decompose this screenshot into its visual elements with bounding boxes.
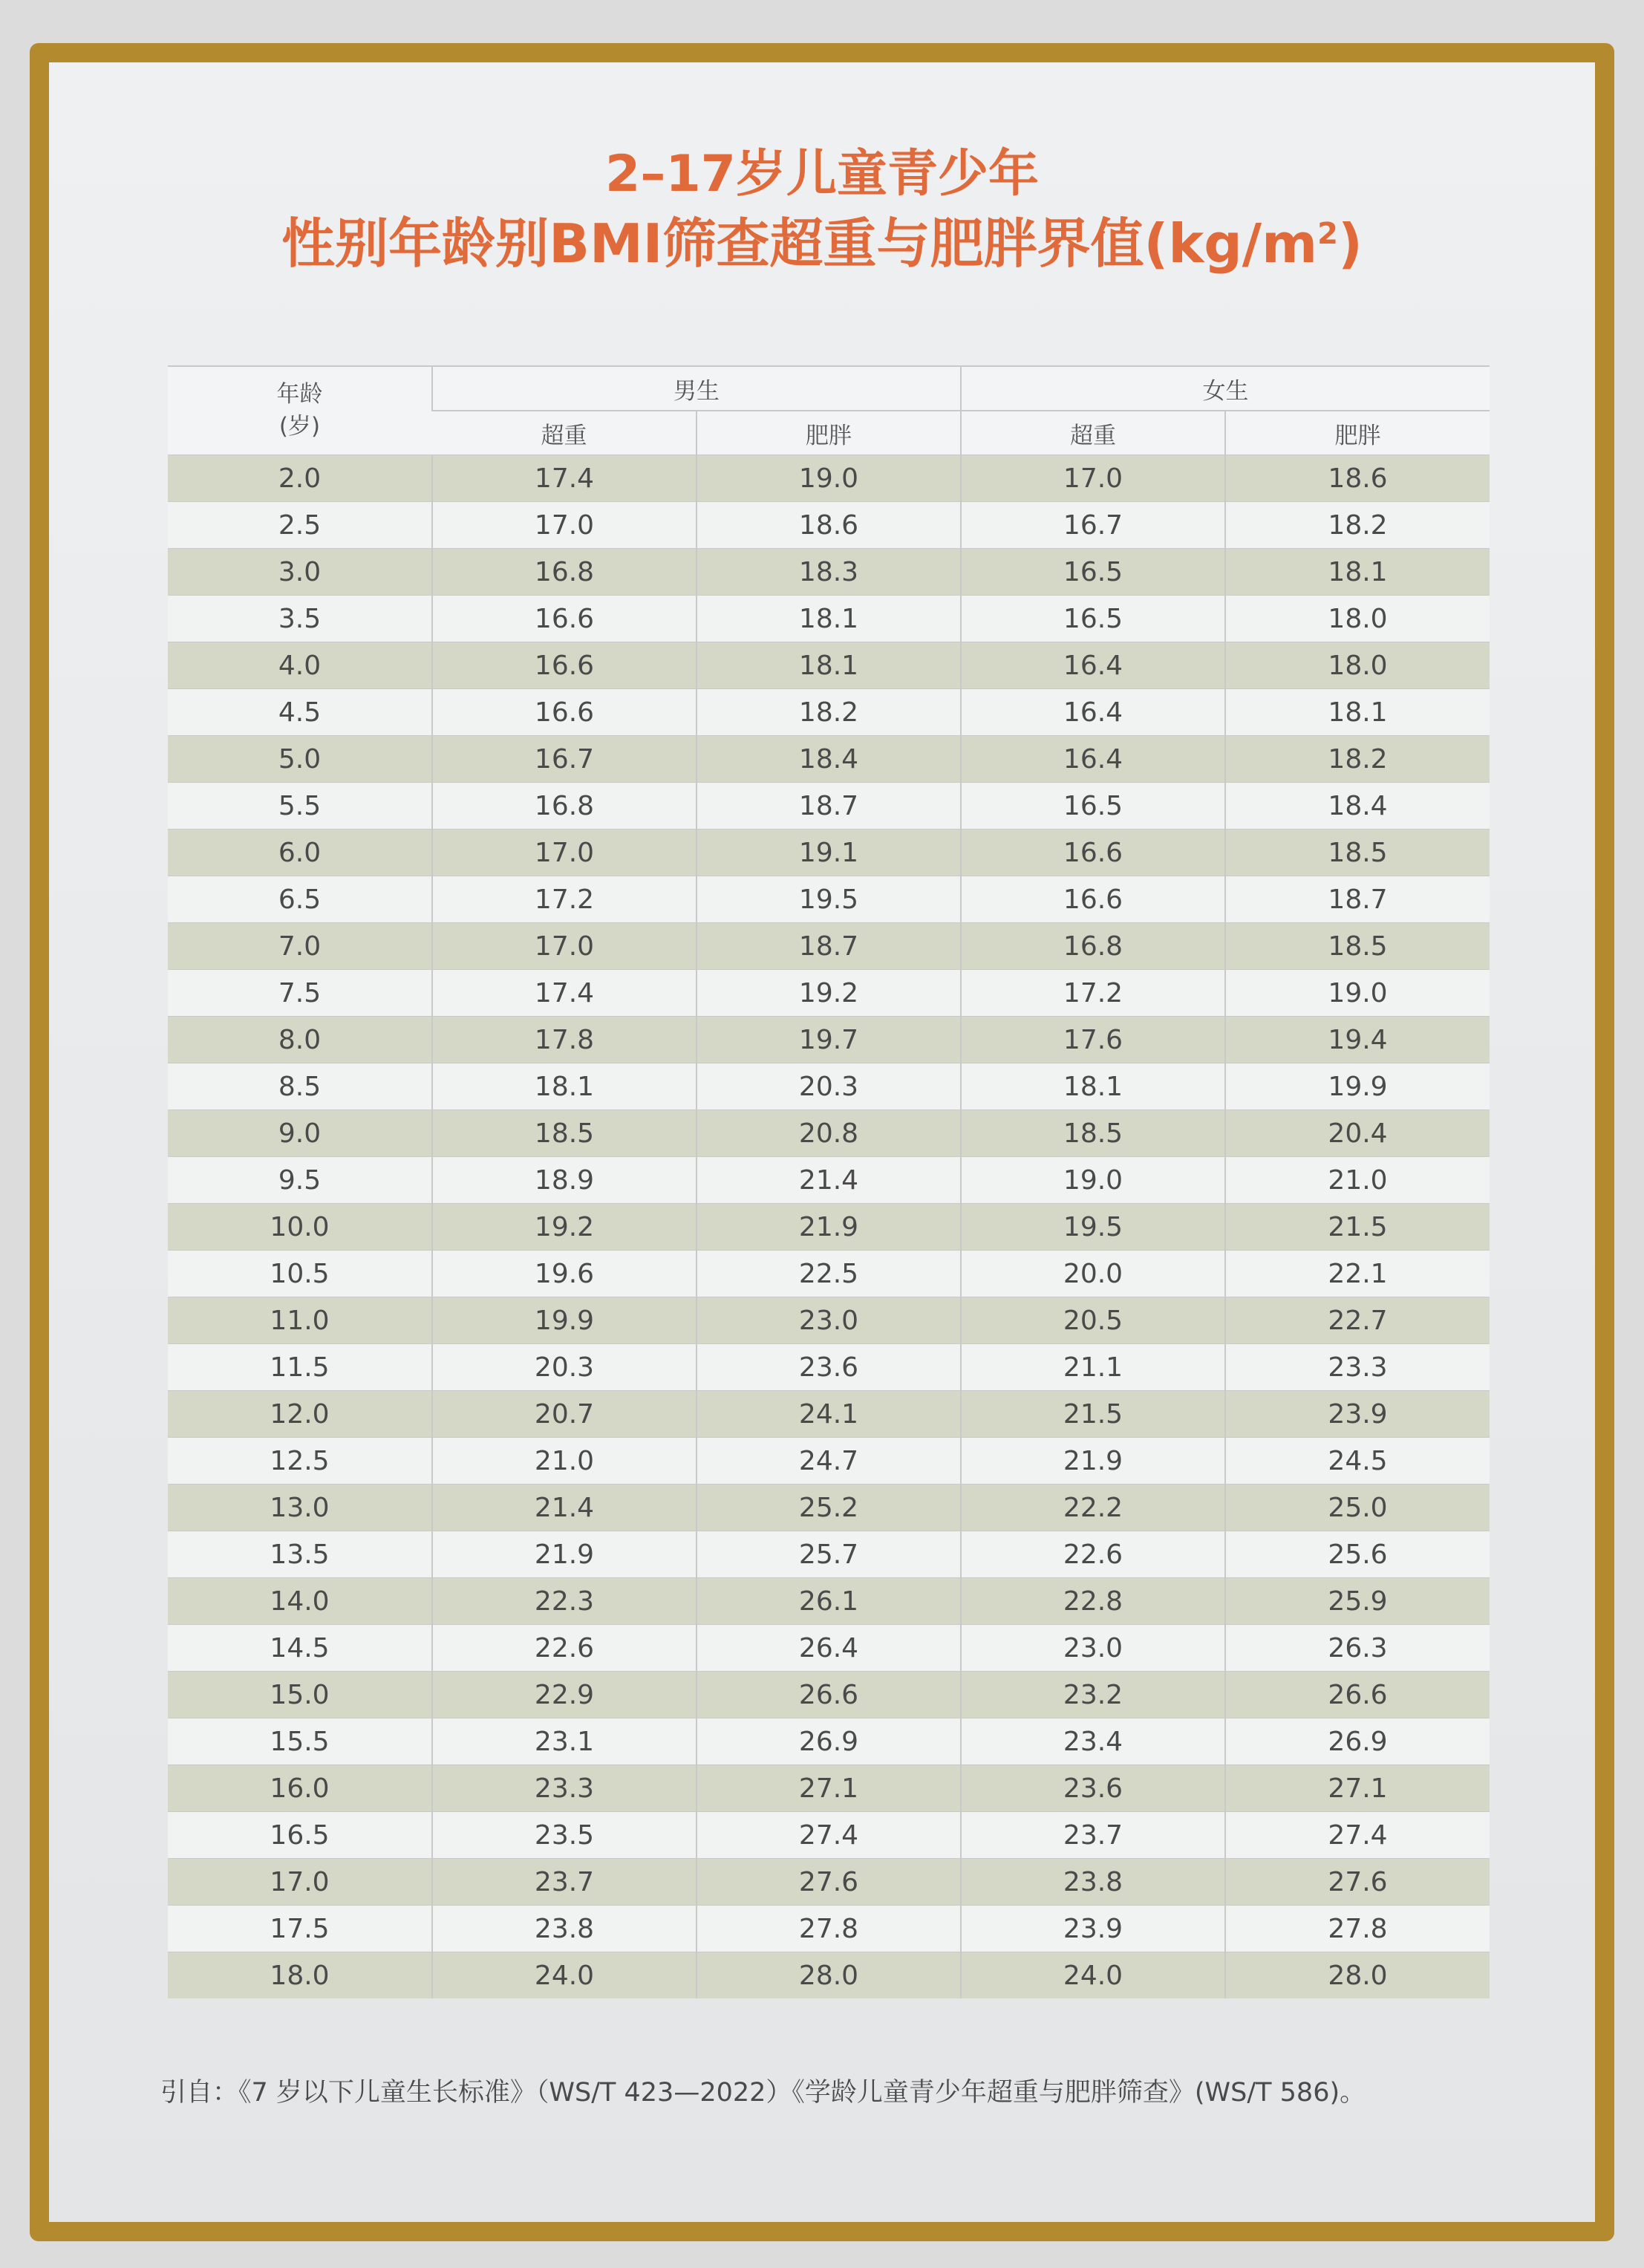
age-cell: 3.5	[168, 596, 432, 642]
female-overweight-cell: 16.6	[961, 876, 1225, 923]
table-row	[168, 455, 1490, 502]
female-overweight-cell: 21.9	[961, 1438, 1225, 1485]
female-obese-cell: 25.0	[1225, 1485, 1490, 1531]
table-row	[168, 1110, 1490, 1157]
male-overweight-cell: 17.0	[432, 502, 697, 549]
male-overweight-cell: 21.0	[432, 1438, 697, 1485]
table-row	[168, 923, 1490, 970]
age-cell: 2.5	[168, 502, 432, 549]
table-row	[168, 1485, 1490, 1531]
table-row	[168, 1859, 1490, 1906]
male-obese-cell: 26.4	[697, 1625, 961, 1672]
female-overweight-cell: 22.8	[961, 1578, 1225, 1625]
female-overweight-cell: 17.6	[961, 1017, 1225, 1063]
source-citation: 引自：《7 岁以下儿童生长标准》（WS/T 423—2022）《学龄儿童青少年超重与肥胖筛查》(WS/T 586)。	[160, 2078, 1366, 2108]
female-obese-cell: 23.3	[1225, 1344, 1490, 1391]
female-overweight-cell: 16.4	[961, 642, 1225, 689]
female-overweight-cell: 23.6	[961, 1765, 1225, 1812]
female-obese-cell: 18.0	[1225, 642, 1490, 689]
female-overweight-cell: 23.0	[961, 1625, 1225, 1672]
female-obese-cell: 18.1	[1225, 689, 1490, 736]
table-row	[168, 1063, 1490, 1110]
male-overweight-cell: 16.6	[432, 642, 697, 689]
age-cell: 16.5	[168, 1812, 432, 1859]
male-overweight-cell: 18.1	[432, 1063, 697, 1110]
age-cell: 9.0	[168, 1110, 432, 1157]
male-overweight-cell: 20.7	[432, 1391, 697, 1438]
female-overweight-cell: 16.4	[961, 736, 1225, 783]
female-obese-cell: 18.5	[1225, 923, 1490, 970]
male-overweight-cell: 23.5	[432, 1812, 697, 1859]
male-overweight-cell: 22.3	[432, 1578, 697, 1625]
male-obese-cell: 26.1	[697, 1578, 961, 1625]
age-cell: 4.0	[168, 642, 432, 689]
male-overweight-cell: 17.2	[432, 876, 697, 923]
table-row	[168, 1344, 1490, 1391]
male-overweight-cell: 21.9	[432, 1531, 697, 1578]
poster-title	[49, 144, 1595, 277]
age-cell: 8.5	[168, 1063, 432, 1110]
table-row	[168, 1438, 1490, 1485]
male-obese-cell: 18.7	[697, 923, 961, 970]
title-line-2	[49, 212, 1595, 277]
female-obese-cell: 18.7	[1225, 876, 1490, 923]
male-overweight-cell: 22.9	[432, 1672, 697, 1718]
age-cell: 3.0	[168, 549, 432, 596]
age-header-line-2: (岁)	[278, 413, 321, 440]
male-obese-cell: 23.0	[697, 1297, 961, 1344]
age-cell: 7.5	[168, 970, 432, 1017]
age-cell: 11.5	[168, 1344, 432, 1391]
age-cell: 15.5	[168, 1718, 432, 1765]
female-obese-cell: 21.5	[1225, 1204, 1490, 1251]
male-obese-cell: 19.2	[697, 970, 961, 1017]
table-row	[168, 1157, 1490, 1204]
female-overweight-cell: 18.1	[961, 1063, 1225, 1110]
table-row	[168, 1625, 1490, 1672]
female-obese-cell: 27.1	[1225, 1765, 1490, 1812]
male-obese-cell: 27.6	[697, 1859, 961, 1906]
age-cell: 8.0	[168, 1017, 432, 1063]
female-overweight-cell: 16.5	[961, 549, 1225, 596]
female-obese-cell: 19.4	[1225, 1017, 1490, 1063]
age-cell: 5.0	[168, 736, 432, 783]
age-cell: 14.0	[168, 1578, 432, 1625]
female-obese-cell: 27.8	[1225, 1906, 1490, 1952]
age-cell: 16.0	[168, 1765, 432, 1812]
age-cell: 7.0	[168, 923, 432, 970]
title-superscript: 2	[1317, 216, 1338, 251]
male-obese-cell: 27.1	[697, 1765, 961, 1812]
table-row	[168, 736, 1490, 783]
poster-frame	[30, 43, 1614, 2241]
male-overweight-cell: 16.6	[432, 596, 697, 642]
male-obese-cell: 19.7	[697, 1017, 961, 1063]
female-overweight-cell: 18.5	[961, 1110, 1225, 1157]
male-obese-cell: 18.2	[697, 689, 961, 736]
table-row	[168, 549, 1490, 596]
age-cell: 2.0	[168, 455, 432, 502]
table-row	[168, 596, 1490, 642]
male-obese-header: 肥胖	[697, 411, 961, 455]
male-obese-cell: 18.4	[697, 736, 961, 783]
female-obese-cell: 25.9	[1225, 1578, 1490, 1625]
male-obese-cell: 27.8	[697, 1906, 961, 1952]
table-row	[168, 876, 1490, 923]
female-obese-cell: 19.9	[1225, 1063, 1490, 1110]
female-obese-cell: 18.5	[1225, 830, 1490, 876]
female-obese-cell: 18.2	[1225, 736, 1490, 783]
female-overweight-header: 超重	[961, 411, 1225, 455]
male-overweight-cell: 16.7	[432, 736, 697, 783]
male-overweight-cell: 20.3	[432, 1344, 697, 1391]
age-header-line-1: 年龄	[276, 380, 323, 408]
female-overweight-cell: 22.6	[961, 1531, 1225, 1578]
male-overweight-cell: 23.8	[432, 1906, 697, 1952]
male-obese-cell: 28.0	[697, 1952, 961, 1999]
female-overweight-cell: 17.0	[961, 455, 1225, 502]
male-obese-cell: 24.1	[697, 1391, 961, 1438]
title-line-2-main: 性别年龄别BMI筛查超重与肥胖界值(kg/m	[281, 212, 1318, 275]
table-row	[168, 1952, 1490, 1999]
male-overweight-cell: 16.8	[432, 549, 697, 596]
table-row	[168, 1906, 1490, 1952]
male-overweight-cell: 21.4	[432, 1485, 697, 1531]
female-overweight-cell: 23.2	[961, 1672, 1225, 1718]
female-overweight-cell: 16.4	[961, 689, 1225, 736]
female-overweight-cell: 23.4	[961, 1718, 1225, 1765]
male-header: 男生	[432, 366, 961, 411]
male-obese-cell: 21.4	[697, 1157, 961, 1204]
female-overweight-cell: 20.0	[961, 1251, 1225, 1297]
title-line-1: 2–17岁儿童青少年	[605, 145, 1039, 203]
male-obese-cell: 20.3	[697, 1063, 961, 1110]
male-overweight-cell: 23.7	[432, 1859, 697, 1906]
age-cell: 11.0	[168, 1297, 432, 1344]
male-obese-cell: 18.1	[697, 642, 961, 689]
male-obese-cell: 18.3	[697, 549, 961, 596]
age-cell: 10.0	[168, 1204, 432, 1251]
male-obese-cell: 25.7	[697, 1531, 961, 1578]
female-overweight-cell: 17.2	[961, 970, 1225, 1017]
male-obese-cell: 18.1	[697, 596, 961, 642]
female-obese-cell: 18.0	[1225, 596, 1490, 642]
female-header: 女生	[961, 366, 1490, 411]
male-overweight-cell: 22.6	[432, 1625, 697, 1672]
female-obese-cell: 27.6	[1225, 1859, 1490, 1906]
female-overweight-cell: 19.5	[961, 1204, 1225, 1251]
age-cell: 12.0	[168, 1391, 432, 1438]
table-row	[168, 1251, 1490, 1297]
female-obese-cell: 26.3	[1225, 1625, 1490, 1672]
male-obese-cell: 26.9	[697, 1718, 961, 1765]
table-row	[168, 830, 1490, 876]
female-obese-cell: 19.0	[1225, 970, 1490, 1017]
table-row	[168, 783, 1490, 830]
age-cell: 12.5	[168, 1438, 432, 1485]
male-obese-cell: 25.2	[697, 1485, 961, 1531]
female-obese-header: 肥胖	[1225, 411, 1490, 455]
male-obese-cell: 19.0	[697, 455, 961, 502]
male-overweight-cell: 17.0	[432, 923, 697, 970]
age-cell: 14.5	[168, 1625, 432, 1672]
female-obese-cell: 28.0	[1225, 1952, 1490, 1999]
age-cell: 10.5	[168, 1251, 432, 1297]
female-obese-cell: 22.1	[1225, 1251, 1490, 1297]
female-overweight-cell: 16.5	[961, 596, 1225, 642]
male-obese-cell: 20.8	[697, 1110, 961, 1157]
age-cell: 13.5	[168, 1531, 432, 1578]
table-row	[168, 970, 1490, 1017]
female-overweight-cell: 22.2	[961, 1485, 1225, 1531]
table-row	[168, 502, 1490, 549]
female-obese-cell: 18.4	[1225, 783, 1490, 830]
female-overweight-cell: 20.5	[961, 1297, 1225, 1344]
male-obese-cell: 22.5	[697, 1251, 961, 1297]
table-row	[168, 1204, 1490, 1251]
male-overweight-cell: 17.0	[432, 830, 697, 876]
male-obese-cell: 27.4	[697, 1812, 961, 1859]
age-cell: 17.5	[168, 1906, 432, 1952]
header-row-1	[168, 366, 1490, 411]
male-obese-cell: 18.6	[697, 502, 961, 549]
female-overweight-cell: 16.5	[961, 783, 1225, 830]
male-obese-cell: 18.7	[697, 783, 961, 830]
male-overweight-cell: 18.9	[432, 1157, 697, 1204]
age-cell: 13.0	[168, 1485, 432, 1531]
female-overweight-cell: 23.8	[961, 1859, 1225, 1906]
male-obese-cell: 24.7	[697, 1438, 961, 1485]
table-row	[168, 689, 1490, 736]
male-overweight-header: 超重	[432, 411, 697, 455]
table-row	[168, 1765, 1490, 1812]
female-overweight-cell: 16.8	[961, 923, 1225, 970]
male-overweight-cell: 17.8	[432, 1017, 697, 1063]
female-overweight-cell: 16.7	[961, 502, 1225, 549]
male-overweight-cell: 16.8	[432, 783, 697, 830]
age-cell: 15.0	[168, 1672, 432, 1718]
male-obese-cell: 26.6	[697, 1672, 961, 1718]
female-obese-cell: 24.5	[1225, 1438, 1490, 1485]
table-row	[168, 1672, 1490, 1718]
female-obese-cell: 26.6	[1225, 1672, 1490, 1718]
female-overweight-cell: 23.9	[961, 1906, 1225, 1952]
table-row	[168, 1017, 1490, 1063]
male-overweight-cell: 19.9	[432, 1297, 697, 1344]
bmi-cutoff-table	[168, 365, 1490, 1998]
table-row	[168, 1812, 1490, 1859]
female-overweight-cell: 21.1	[961, 1344, 1225, 1391]
male-overweight-cell: 17.4	[432, 455, 697, 502]
female-overweight-cell: 23.7	[961, 1812, 1225, 1859]
poster-board	[49, 62, 1595, 2222]
age-cell: 17.0	[168, 1859, 432, 1906]
male-overweight-cell: 19.2	[432, 1204, 697, 1251]
male-overweight-cell: 17.4	[432, 970, 697, 1017]
female-obese-cell: 22.7	[1225, 1297, 1490, 1344]
female-obese-cell: 21.0	[1225, 1157, 1490, 1204]
age-cell: 4.5	[168, 689, 432, 736]
female-obese-cell: 20.4	[1225, 1110, 1490, 1157]
female-overweight-cell: 21.5	[961, 1391, 1225, 1438]
title-line-2-end: )	[1337, 212, 1363, 275]
male-overweight-cell: 23.1	[432, 1718, 697, 1765]
male-overweight-cell: 23.3	[432, 1765, 697, 1812]
female-obese-cell: 18.6	[1225, 455, 1490, 502]
male-obese-cell: 19.5	[697, 876, 961, 923]
female-obese-cell: 23.9	[1225, 1391, 1490, 1438]
male-obese-cell: 19.1	[697, 830, 961, 876]
female-obese-cell: 18.1	[1225, 549, 1490, 596]
table-row	[168, 1531, 1490, 1578]
table-row	[168, 1718, 1490, 1765]
male-overweight-cell: 19.6	[432, 1251, 697, 1297]
age-cell: 6.0	[168, 830, 432, 876]
table-row	[168, 1391, 1490, 1438]
female-obese-cell: 25.6	[1225, 1531, 1490, 1578]
male-obese-cell: 23.6	[697, 1344, 961, 1391]
male-overweight-cell: 24.0	[432, 1952, 697, 1999]
table-row	[168, 1578, 1490, 1625]
table-row	[168, 642, 1490, 689]
male-overweight-cell: 18.5	[432, 1110, 697, 1157]
age-header	[168, 366, 432, 455]
age-cell: 9.5	[168, 1157, 432, 1204]
table-body	[168, 455, 1490, 1999]
female-obese-cell: 26.9	[1225, 1718, 1490, 1765]
age-cell: 6.5	[168, 876, 432, 923]
female-overweight-cell: 24.0	[961, 1952, 1225, 1999]
female-overweight-cell: 16.6	[961, 830, 1225, 876]
age-cell: 18.0	[168, 1952, 432, 1999]
table-row	[168, 1297, 1490, 1344]
age-cell: 5.5	[168, 783, 432, 830]
female-obese-cell: 18.2	[1225, 502, 1490, 549]
male-overweight-cell: 16.6	[432, 689, 697, 736]
male-obese-cell: 21.9	[697, 1204, 961, 1251]
female-obese-cell: 27.4	[1225, 1812, 1490, 1859]
female-overweight-cell: 19.0	[961, 1157, 1225, 1204]
